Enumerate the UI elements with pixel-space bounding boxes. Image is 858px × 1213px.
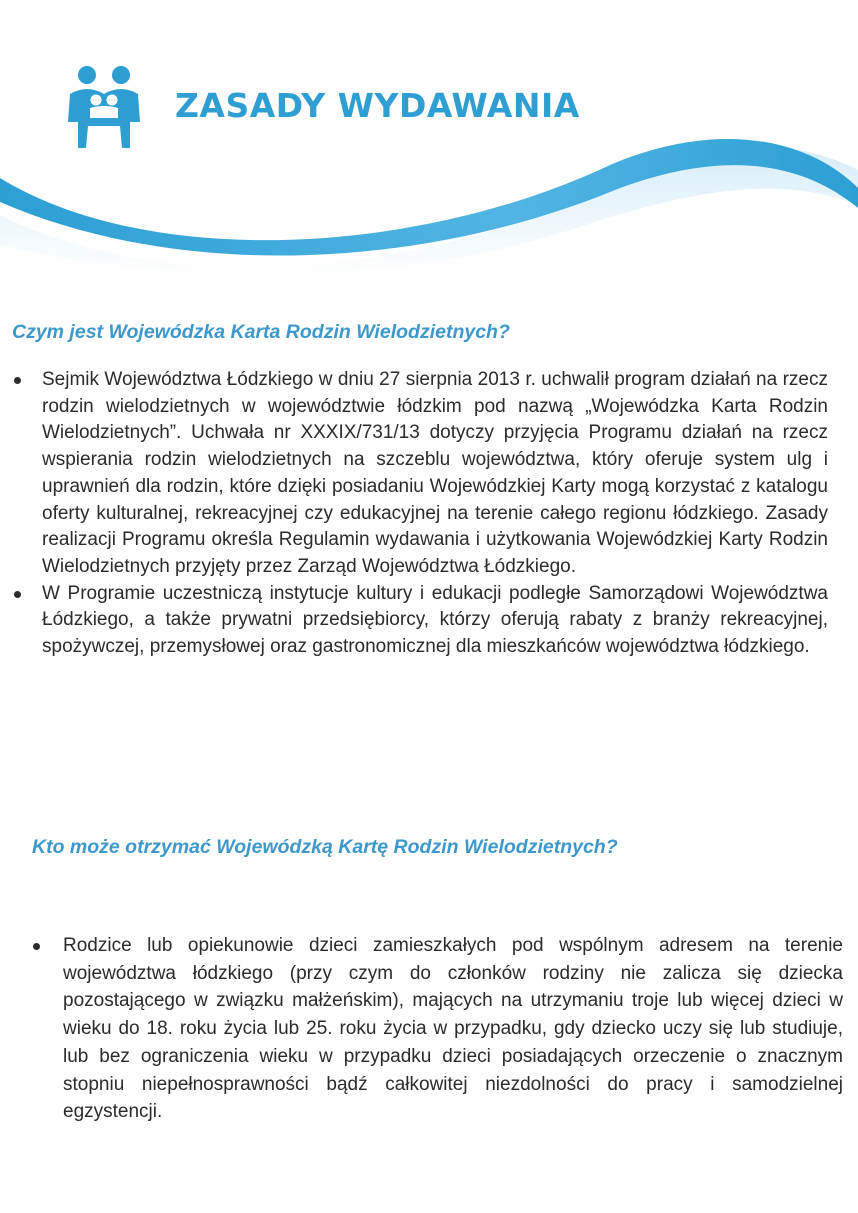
bullet-list — [63, 932, 843, 1126]
list-item: Sejmik Województwa Łódzkiego w dniu 27 sierpnia 2013 r. uchwalił program działań na rzecz rodzin wielodzietnych w województwie łódzkim pod nazwą „Wojewódzka Karta Rodzin Wielodzietnych”. Uchwała nr XXXIX/731/13 dotyczy przyjęcia Programu działań na rzecz wspierania rodzin wielodzietnych na szczeblu województwa, który oferuje system ulg i uprawnień dla rodzin, które dzięki posiadaniu Wojewódzkiej Karty mogą korzystać z katalogu oferty kulturalnej, rekreacyjnej czy edukacyjnej na terenie całego regionu łódzkiego. Zasady realizacji Programu określa Regulamin wydawania i użytkowania Wojewódzkiej Karty Rodzin Wielodzietnych przyjęty przez Zarząd Województwa Łódzkiego. — [42, 367, 828, 581]
header-wave — [0, 120, 858, 300]
section-heading-what-is-card: Czym jest Wojewódzka Karta Rodzin Wielodzietnych? — [12, 321, 510, 343]
section-heading-who-can-get: Kto może otrzymać Wojewódzką Kartę Rodzin Wielodzietnych? — [32, 836, 618, 858]
list-item: Rodzice lub opiekunowie dzieci zamieszkałych pod wspólnym adresem na terenie województwa łódzkiego (przy czym do członków rodziny nie zalicza się dziecka pozostającego w związku małżeńskim), mających na utrzymaniu troje lub więcej dzieci w wieku do 18. roku życia lub 25. roku życia w przypadku, gdy dziecko uczy się lub studiuje, lub bez ograniczenia wieku w przypadku dzieci posiadających orzeczenie o znacznym stopniu niepełnosprawności bądź całkowitej niezdolności do pracy i samodzielnej egzystencji. — [63, 932, 843, 1126]
list-item: W Programie uczestniczą instytucje kultury i edukacji podległe Samorządowi Województwa Łódzkiego, a także prywatni przedsiębiorcy, którzy oferują rabaty z branży rekreacyjnej, spożywczej, przemysłowej oraz gastronomicznej dla mieszkańców województwa łódzkiego. — [42, 581, 828, 661]
bullet-list — [42, 367, 828, 661]
page-title: ZASADY WYDAWANIA — [175, 86, 580, 125]
